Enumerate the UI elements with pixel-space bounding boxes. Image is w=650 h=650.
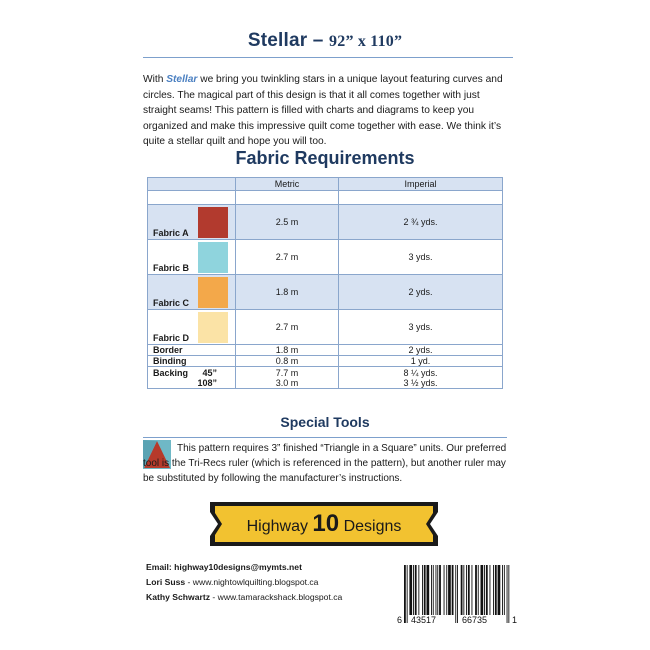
fabric-label: Fabric B bbox=[153, 263, 190, 273]
barcode-bar bbox=[478, 565, 479, 615]
barcode-bar bbox=[498, 565, 501, 615]
fabric-c-swatch bbox=[198, 277, 228, 308]
barcode-bar bbox=[415, 565, 417, 615]
backing-label: Backing bbox=[153, 367, 189, 378]
contact-person-2: Kathy Schwartz - www.tamarackshack.blogspot.ca bbox=[146, 592, 343, 602]
barcode-digit-lead: 6 bbox=[397, 615, 403, 625]
barcode-bar bbox=[407, 565, 408, 623]
fabric-label: Fabric A bbox=[153, 228, 189, 238]
barcode-digits-left: 43517 bbox=[411, 615, 437, 625]
title-rule bbox=[143, 57, 513, 58]
imperial-cell: 8 ¼ yds. bbox=[403, 367, 438, 378]
table-row bbox=[148, 345, 503, 356]
barcode-bar bbox=[448, 565, 451, 615]
fabric-label: Fabric D bbox=[153, 333, 190, 343]
barcode-bar bbox=[472, 565, 473, 615]
table-row bbox=[148, 205, 503, 240]
barcode-bar bbox=[507, 565, 508, 623]
metric-cell: 1.8 m bbox=[236, 345, 339, 356]
logo-text: Highway 10 Designs bbox=[246, 510, 402, 537]
barcode-bar bbox=[433, 565, 434, 615]
barcode-bar bbox=[455, 565, 456, 623]
barcode-bar bbox=[481, 565, 484, 615]
table-row-backing bbox=[148, 367, 503, 389]
metric-cell: 2.7 m bbox=[236, 240, 339, 275]
contact-info bbox=[146, 560, 342, 605]
special-tools-heading: Special Tools bbox=[280, 414, 370, 430]
barcode-bar bbox=[457, 565, 458, 623]
table-header-blank bbox=[148, 178, 236, 191]
barcode-bar bbox=[461, 565, 463, 615]
special-tools-rule bbox=[143, 437, 507, 438]
special-tools-text: This pattern requires 3” finished “Triangle in a Square” units. Our preferred tool is the Tri-Recs ruler (which is referenced in the pattern), but another ruler may be substituted by following the manufacturer’s instructions. bbox=[143, 443, 507, 484]
barcode-bar bbox=[452, 565, 454, 615]
fabric-a-swatch bbox=[198, 207, 228, 238]
contact-email: Email: highway10designs@mymts.net bbox=[146, 562, 302, 572]
barcode-bar bbox=[463, 565, 464, 615]
page-title bbox=[0, 30, 650, 52]
barcode-bar bbox=[508, 565, 509, 623]
barcode-bar bbox=[486, 565, 488, 615]
intro-paragraph: With Stellar we bring you twinkling stars in a unique layout featuring curves and circles. The magical part of this design is that it all comes together with just straight seams! This pattern is filled with charts and diagrams to keep you organized and make this impressive quilt come together with ease. We think it’s quite a stellar quilt and hope you will too. bbox=[143, 74, 503, 148]
imperial-cell: 3 yds. bbox=[339, 240, 503, 275]
highway-10-designs-logo bbox=[204, 498, 444, 550]
barcode-bar bbox=[436, 565, 437, 615]
imperial-cell: 3 yds. bbox=[339, 310, 503, 345]
barcode-digits-right: 66735 bbox=[462, 615, 488, 625]
barcode-bar bbox=[409, 565, 412, 615]
brand-name: Stellar bbox=[166, 74, 198, 85]
row-label: Border bbox=[148, 345, 236, 356]
contact-person-1: Lori Suss - www.nightowlquilting.blogspot.ca bbox=[146, 577, 319, 587]
barcode-bar bbox=[502, 565, 503, 615]
barcode-bar bbox=[468, 565, 470, 615]
barcode-bar bbox=[495, 565, 497, 615]
metric-cell: 3.0 m bbox=[275, 377, 299, 388]
fabric-requirements-heading: Fabric Requirements bbox=[235, 148, 415, 168]
barcode-bar bbox=[446, 565, 447, 615]
imperial-cell: 1 yd. bbox=[339, 356, 503, 367]
row-label: Binding bbox=[148, 356, 236, 367]
table-spacer bbox=[148, 191, 503, 205]
table-row bbox=[148, 356, 503, 367]
imperial-cell: 3 ½ yds. bbox=[403, 377, 438, 388]
table-header-metric: Metric bbox=[236, 178, 339, 191]
barcode-bar bbox=[484, 565, 485, 615]
table-row bbox=[148, 310, 503, 345]
barcode-bar bbox=[404, 565, 406, 623]
metric-cell: 1.8 m bbox=[236, 275, 339, 310]
barcode-bar bbox=[490, 565, 491, 615]
barcode-bar bbox=[427, 565, 430, 615]
fabric-label: Fabric C bbox=[153, 298, 190, 308]
barcode-bar bbox=[418, 565, 419, 615]
table-header-imperial: Imperial bbox=[339, 178, 503, 191]
barcode-bar bbox=[439, 565, 441, 615]
backing-width-108: 108” bbox=[197, 377, 217, 388]
barcode-bar bbox=[493, 565, 494, 615]
title-dimensions: 92” x 110” bbox=[329, 33, 403, 50]
barcode-bar bbox=[504, 565, 505, 615]
barcode-bar bbox=[431, 565, 432, 615]
metric-cell: 2.7 m bbox=[236, 310, 339, 345]
table-row bbox=[148, 240, 503, 275]
barcode-bar bbox=[422, 565, 423, 615]
title-name: Stellar – bbox=[247, 30, 324, 51]
metric-cell: 2.5 m bbox=[236, 205, 339, 240]
barcode-bar bbox=[444, 565, 445, 615]
barcode-bar bbox=[437, 565, 438, 615]
fabric-d-swatch bbox=[198, 312, 228, 343]
metric-cell: 7.7 m bbox=[275, 367, 299, 378]
imperial-cell: 2 yds. bbox=[339, 345, 503, 356]
barcode-bar bbox=[466, 565, 467, 615]
table-header-row bbox=[148, 178, 503, 191]
metric-cell: 0.8 m bbox=[236, 356, 339, 367]
backing-width-45: 45” bbox=[202, 367, 217, 378]
barcode-bar bbox=[475, 565, 477, 615]
imperial-cell: 2 yds. bbox=[339, 275, 503, 310]
barcode-bar bbox=[424, 565, 426, 615]
barcode-bar bbox=[413, 565, 414, 615]
barcode-digit-check: 1 bbox=[512, 615, 518, 625]
imperial-cell: 2 ¾ yds. bbox=[339, 205, 503, 240]
table-row bbox=[148, 275, 503, 310]
fabric-requirements-table bbox=[147, 177, 503, 389]
fabric-b-swatch bbox=[198, 242, 228, 273]
